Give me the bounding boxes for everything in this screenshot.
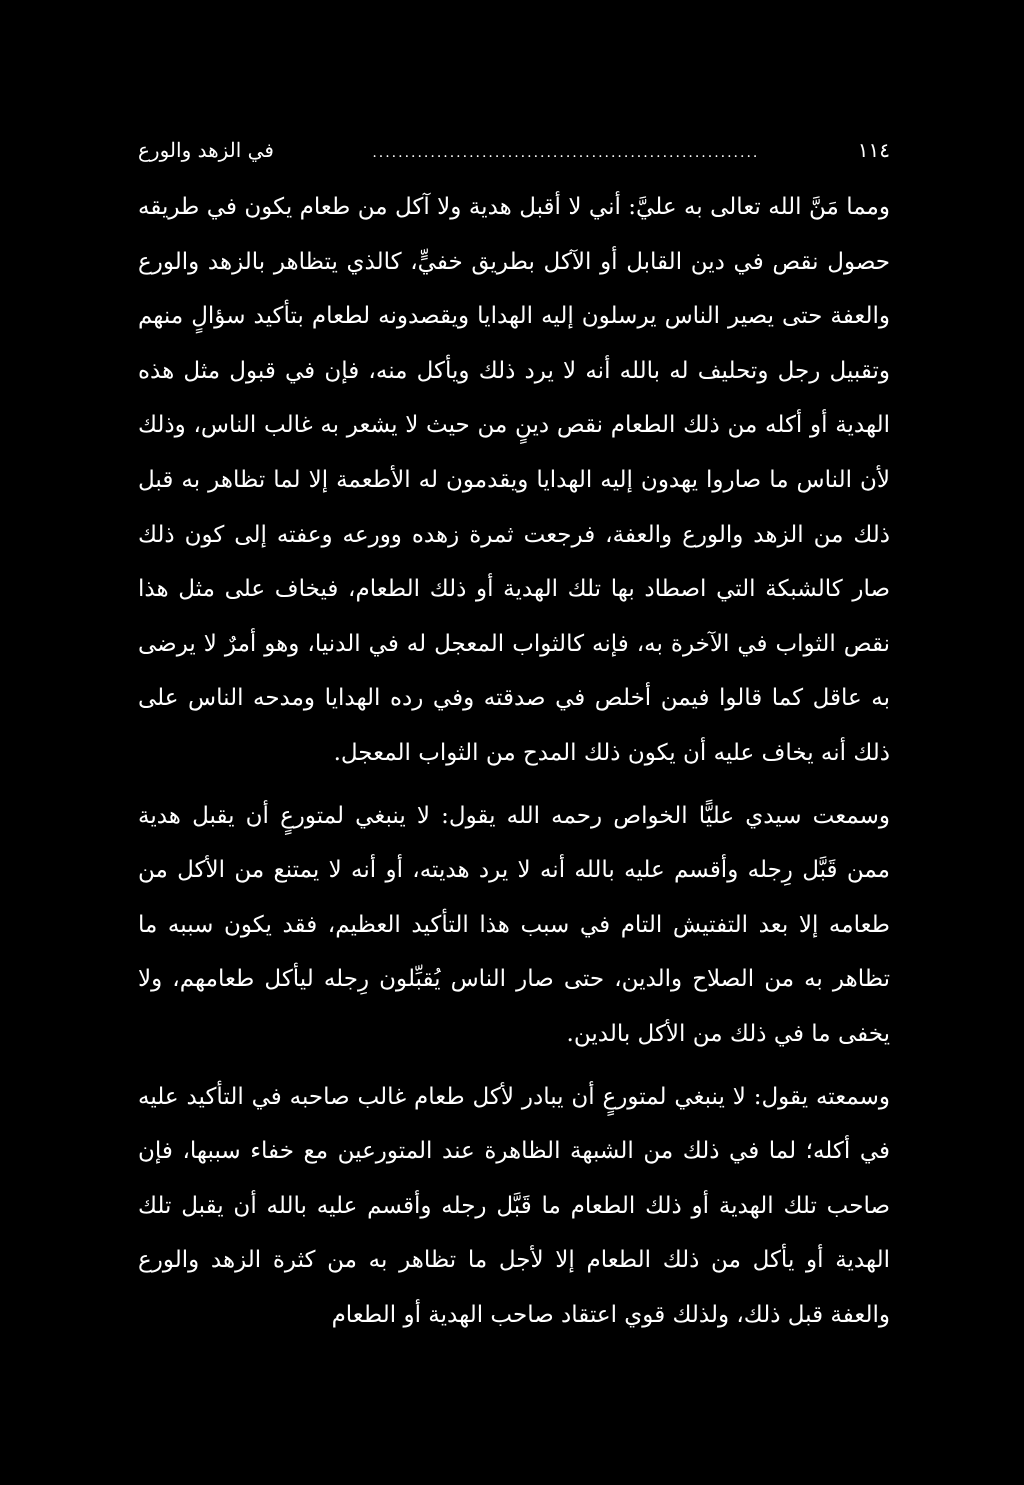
page-header — [138, 130, 890, 170]
page-content — [138, 130, 890, 1342]
page-number: ١١٤ — [857, 138, 890, 162]
paragraph-2: وسمعت سيدي عليًّا الخواص رحمه الله يقول: لا ينبغي لمتورعٍ أن يقبل هدية ممن قَبَّل رِجله وأقسم عليه بالله أنه لا يرد هديته، أو أنه لا يمتنع من الأكل من طعامه إلا بعد التفتيش التام في سبب هذا التأكيد العظيم، فقد يكون سببه ما تظاهر به من الصلاح والدين، حتى صار الناس يُقبِّلون رِجله ليأكل طعامهم، ولا يخفى ما في ذلك من الأكل بالدين. — [138, 802, 890, 1047]
paragraph-3: وسمعته يقول: لا ينبغي لمتورعٍ أن يبادر لأكل طعام غالب صاحبه في التأكيد عليه في أكله؛ لما في ذلك من الشبهة الظاهرة عند المتورعين مع خفاء سببها، فإن صاحب تلك الهدية أو ذلك الطعام ما قَبَّل رجله وأقسم عليه بالله أن يقبل تلك الهدية أو يأكل من ذلك الطعام إلا لأجل ما تظاهر به من كثرة الزهد والورع والعفة قبل ذلك، ولذلك قوي اعتقاد صاحب الهدية أو الطعام — [138, 1083, 891, 1328]
header-leader-dots: ............................................................ — [372, 145, 760, 161]
running-title: في الزهد والورع — [138, 138, 274, 162]
paragraph-1: ومما مَنَّ الله تعالى به عليَّ: أني لا أقبل هدية ولا آكل من طعام يكون في طريقه حصول نقص في دين القابل أو الآكل بطريق خفيٍّ، كالذي يتظاهر بالزهد والورع والعفة حتى يصير الناس يرسلون إليه الهدايا ويقصدونه لطعام بتأكيد سؤالٍ منهم وتقبيل رجل وتحليف له بالله أنه لا يرد ذلك ويأكل منه، فإن في قبول مثل هذه الهدية أو أكله من ذلك الطعام نقص دينٍ من حيث لا يشعر به غالب الناس، وذلك لأن الناس ما صاروا يهدون إليه الهدايا ويقدمون له الأطعمة إلا لما تظاهر به قبل ذلك من الزهد والورع والعفة، فرجعت ثمرة زهده وورعه وعفته إلى كون ذلك صار كالشبكة التي اصطاد بها تلك الهدية أو ذلك الطعام، فيخاف على مثل هذا نقص الثواب في الآخرة به، فإنه كالثواب المعجل له في الدنيا، وهو أمرٌ لا يرضى به عاقل كما قالوا فيمن أخلص في صدقته وفي رده الهدايا ومدحه الناس على ذلك أنه يخاف عليه أن يكون ذلك المدح من الثواب المعجل. — [138, 194, 890, 766]
